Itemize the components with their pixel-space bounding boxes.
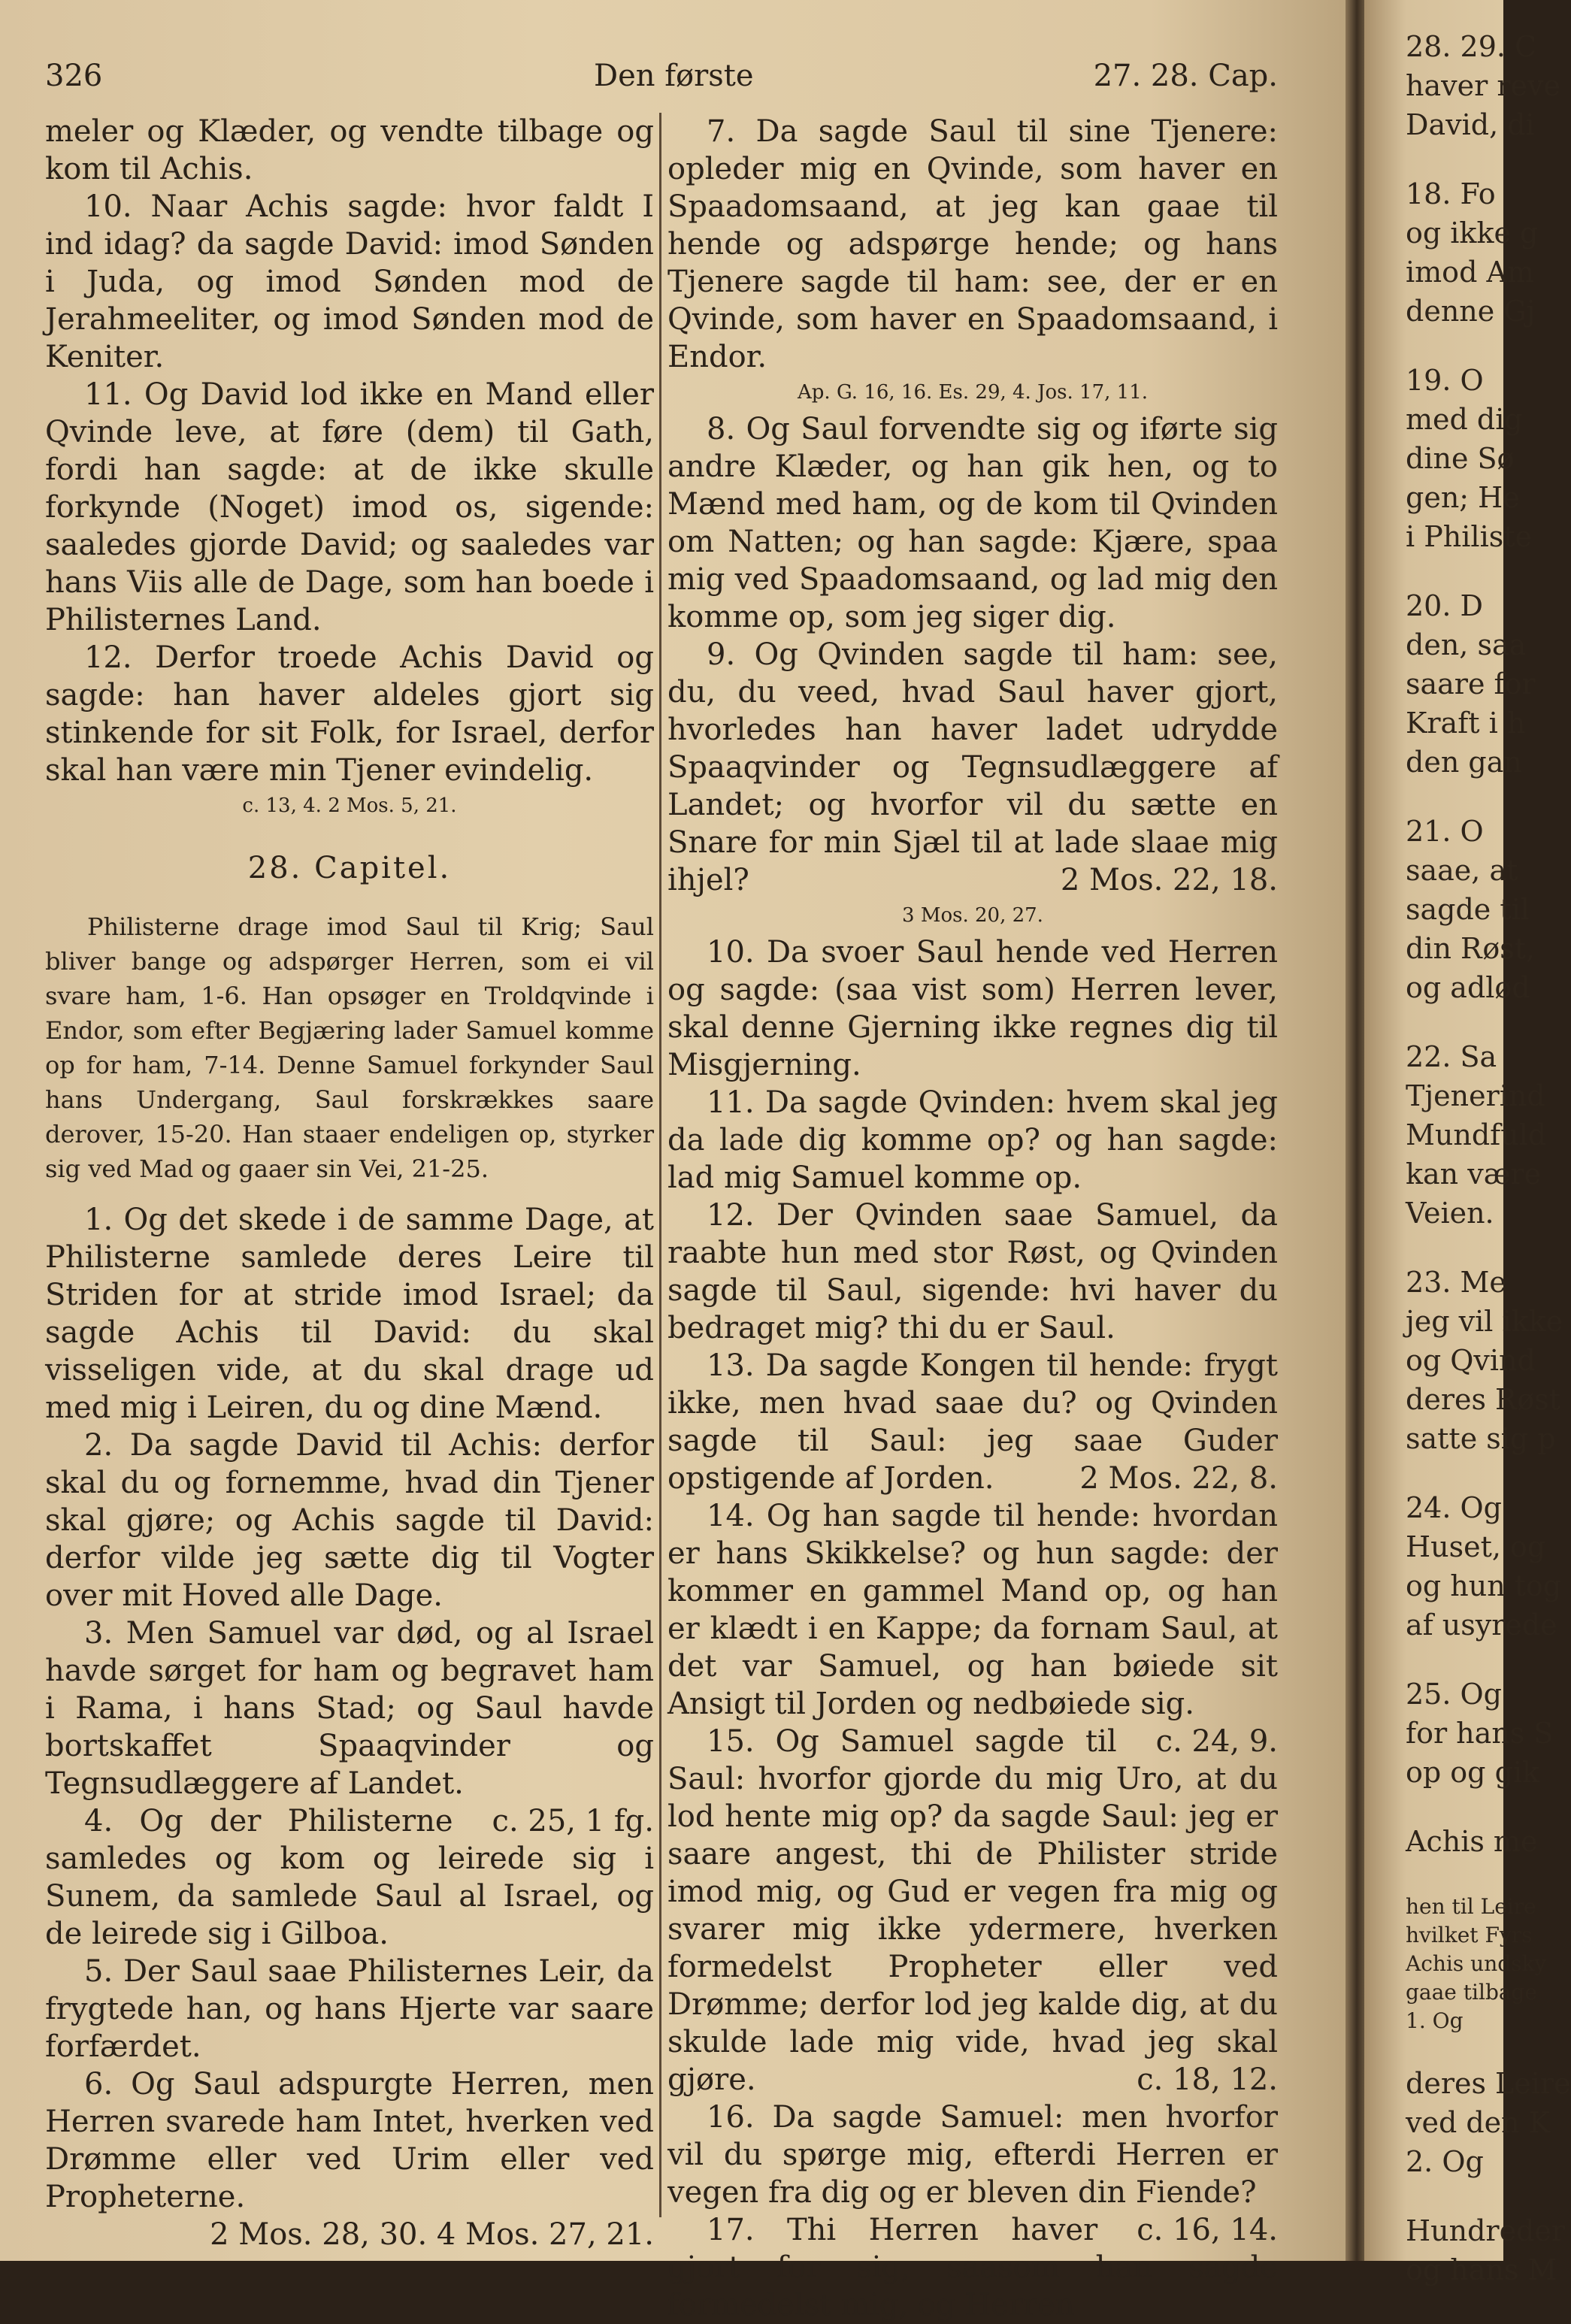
next-page-fragment: saae, at	[1406, 854, 1518, 887]
chapter-marker: 27. 28. Cap.	[1093, 59, 1278, 93]
next-page-fragment: af usyrede	[1406, 1608, 1557, 1642]
cross-reference: 2 Mos. 22, 18.	[1060, 863, 1278, 897]
verse-28-9: 9. Og Qvinden sagde til ham: see, du, du veed, hvad Saul haver gjort, hvorledes han haver ladet udrydde Spaaqvinder og Tegnsudlæggere af Landet; og hvorfor vil du sætte en Snare for min Sjæl til at lade slaae mig ihjel? 2 Mos. 22, 18.	[667, 637, 1278, 897]
verse-28-14: 14. Og han sagde til hende: hvordan er hans Skikkelse? og hun sagde: der kommer en gammel Mand op, og han er klædt i en Kappe; da fornam Saul, at det var Samuel, og han bøiede sit Ansigt til Jorden og nedbøiede sig. c. 24, 9.	[667, 1499, 1278, 1759]
next-page-fragment: 28. 29. C	[1406, 30, 1537, 63]
chapter-summary: Philisterne drage imod Saul til Krig; Saul bliver bange og adspørger Herren, som ei vil svare ham, 1-6. Han opsøger en Troldqvinde i Endor, som efter Begjæring lader Samuel komme op for ham, 7-14. Denne Samuel forkynder Saul hans Undergang, Saul forskrækkes saare derover, 15-20. Han staaer endeligen op, styrker sig ved Mad og gaaer sin Vei, 21-25.	[45, 912, 654, 1183]
next-page-fragment: den gan	[1406, 746, 1522, 779]
left-column	[45, 113, 654, 2253]
running-header	[45, 59, 1278, 111]
book-page-right-edge	[1364, 0, 1571, 2286]
cross-reference: 2 Mos. 22, 8.	[1079, 1461, 1278, 1496]
verse-27-12: 12. Derfor troede Achis David og sagde: han haver aldeles gjort sig stinkende for sit Folk, for Israel, derfor skal han være min Tjener evindelig.	[45, 640, 654, 788]
next-page-fragment: 2. Og	[1406, 2145, 1484, 2178]
next-page-fragment: 18. Fo	[1406, 177, 1496, 210]
next-page-fragment: den, saa	[1406, 628, 1527, 661]
next-page-fragment: Huset, og	[1406, 1530, 1546, 1563]
verse-28-2: 2. Da sagde David til Achis: derfor skal du og fornemme, hvad din Tjener skal gjøre; og Achis sagde til David: derfor vilde jeg sætte dig til Vogter over mit Hoved alle Dage.	[45, 1428, 654, 1613]
next-page-fragment: 23. Me	[1406, 1266, 1506, 1299]
next-page-fragment: din Røst,	[1406, 932, 1536, 965]
running-title: Den første	[594, 59, 754, 93]
next-page-fragment: Veien.	[1406, 1197, 1494, 1230]
next-page-fragment: Tjenerind	[1406, 1079, 1545, 1112]
next-page-fragment: hvilket Fyrs	[1406, 1923, 1533, 1947]
next-page-fragment: sagde til	[1406, 893, 1530, 926]
next-page-fragment: 20. D	[1406, 589, 1483, 622]
next-page-fragment: 1. Og	[1406, 2008, 1464, 2033]
next-page-fragment: 24. Og	[1406, 1491, 1502, 1524]
verse-27-10: 10. Naar Achis sagde: hvor faldt I ind idag? da sagde David: imod Sønden i Juda, og imod Sønden mod de Jerahmeeliter, og imod Sønden mod de Keniter.	[45, 189, 654, 374]
verse-27-11: 11. Og David lod ikke en Mand eller Qvinde leve, at føre (dem) til Gath, fordi han sagde: at de ikke skulle forkynde (Noget) imod os, sigende: saaledes gjorde David; og saaledes var hans Viis alle de Dage, som han boede i Philisternes Land.	[45, 377, 654, 637]
cross-reference: c. 25, 1 fg.	[492, 1804, 654, 1838]
next-page-fragment: denne Gj	[1406, 295, 1536, 328]
cross-reference: c. 24, 9.	[1155, 1724, 1278, 1759]
verse-28-12: 12. Der Qvinden saae Samuel, da raabte hun med stor Røst, og Qvinden sagde til Saul, sigende: hvi haver du bedraget mig? thi du er Saul.	[667, 1198, 1278, 1345]
cross-reference: c. 18, 12.	[1137, 2062, 1278, 2097]
next-page-fragment: og ikke g	[1406, 216, 1539, 250]
next-page-fragment: og hans M	[1406, 2253, 1557, 2286]
next-page-fragment: og adlød	[1406, 971, 1530, 1004]
next-page-fragment: kan være	[1406, 1157, 1542, 1191]
next-page-fragment: David, di	[1406, 108, 1535, 141]
verse-28-10: 10. Da svoer Saul hende ved Herren og sagde: (saa vist som) Herren lever, skal denne Gjerning ikke regnes dig til Misgjerning.	[667, 935, 1278, 1082]
verse-28-8: 8. Og Saul forvendte sig og iførte sig andre Klæder, og han gik hen, og to Mænd med ham, og de kom til Qvinden om Natten; og han sagde: Kjære, spaa mig ved Spaadomsaand, og lad mig den komme op, som jeg siger dig.	[667, 412, 1278, 634]
verse-28-4: 4. Og der Philisterne samledes og kom og leirede sig i Sunem, da samlede Saul al Israel, og de leirede sig i Gilboa.	[45, 1804, 654, 1951]
verse-28-7: 7. Da sagde Saul til sine Tjenere: opleder mig en Qvinde, som haver en Spaadomsaand, at jeg kan gaae til hende og adspørge hende; og hans Tjenere sagde til ham: see, der er en Qvinde, som haver en Spaadomsaand, i Endor.	[667, 114, 1278, 374]
verse-continuation: meler og Klæder, og vendte tilbage og kom til Achis.	[45, 114, 654, 186]
cross-reference: 3 Mos. 20, 27.	[902, 904, 1043, 927]
next-page-fragment: Achis undsky	[1406, 1951, 1547, 1976]
next-page-fragment: satte sig p	[1406, 1422, 1556, 1455]
next-page-fragment: med dig	[1406, 403, 1523, 436]
cross-reference: c. 16, 14.	[1137, 2213, 1278, 2247]
next-page-fragment: saare for	[1406, 667, 1536, 701]
verse-28-13: 13. Da sagde Kongen til hende: frygt ikke, men hvad saae du? og Qvinden sagde til Saul: jeg saae Guder opstigende af Jorden. 2 Mos. 22, 8.	[667, 1348, 1278, 1496]
page-number: 326	[45, 59, 103, 93]
next-page-fragment: Achis me	[1406, 1825, 1538, 1858]
next-page-fragment: og hun tog	[1406, 1569, 1562, 1602]
verse-28-16: 16. Da sagde Samuel: men hvorfor vil du spørge mig, efterdi Herren er vegen fra dig og er bleven din Fiende? c. 16, 14.	[667, 2100, 1278, 2247]
right-column	[667, 113, 1278, 2324]
verse-28-6: 6. Og Saul adspurgte Herren, men Herren svarede ham Intet, hverken ved Drømme eller ved Urim eller ved Propheterne. 2 Mos. 28, 30. 4 Mos. 27, 21.	[45, 2067, 654, 2252]
next-page-fragment: i Philiste	[1406, 520, 1532, 553]
chapter-title: 28. Capitel.	[247, 851, 452, 885]
verse-28-3: 3. Men Samuel var død, og al Israel havde sørget for ham og begravet ham i Rama, i hans Stad; og Saul havde bortskaffet Spaaqvinder og Tegnsudlæggere af Landet. c. 25, 1 fg.	[45, 1616, 654, 1838]
cross-reference: Ap. G. 16, 16. Es. 29, 4. Jos. 17, 11.	[798, 381, 1148, 404]
next-page-fragment: 21. O	[1406, 815, 1484, 848]
verse-28-11: 11. Da sagde Qvinden: hvem skal jeg da lade dig komme op? og han sagde: lad mig Samuel komme op.	[667, 1085, 1278, 1195]
column-divider	[659, 113, 661, 2217]
next-page-fragment: Hundreder	[1406, 2214, 1566, 2247]
next-page-fragment: op og gik	[1406, 1756, 1540, 1789]
next-page-fragment: deres Leire	[1406, 2067, 1571, 2100]
verse-28-15: 15. Og Samuel sagde til Saul: hvorfor gjorde du mig Uro, at du lod hente mig op? da sagde Saul: jeg er saare angest, thi de Philister stride imod mig, og Gud er vegen fra mig og svarer mig ikke ydermere, hverken formedelst Propheter eller ved Drømme; derfor lod jeg kalde dig, at du skulde lade mig vide, hvad jeg skal gjøre. c. 18, 12.	[667, 1724, 1278, 2097]
next-page-fragment: for hans S	[1406, 1717, 1554, 1750]
next-page-fragment: haver reve	[1406, 69, 1560, 102]
next-page-fragment: og Qvind	[1406, 1344, 1536, 1377]
cross-reference: c. 13, 4. 2 Mos. 5, 21.	[242, 794, 457, 817]
next-page-fragment: hen til Leire	[1406, 1894, 1536, 1919]
verse-28-17: 17. Thi Herren haver gjort for sig, saasom han sagde formedelst mig, og Herren	[667, 2213, 1278, 2322]
next-page-fragment: imod Am	[1406, 256, 1534, 289]
next-page-fragment: 22. Sa	[1406, 1040, 1497, 1073]
verse-28-5: 5. Der Saul saae Philisternes Leir, da frygtede han, og hans Hjerte var saare forfærdet.	[45, 1954, 654, 2064]
next-page-fragment: gaae tilbage	[1406, 1980, 1538, 2005]
cross-reference: 2 Mos. 28, 30. 4 Mos. 27, 21.	[210, 2217, 654, 2252]
next-page-fragment: gen; He	[1406, 481, 1520, 514]
verse-28-1: 1. Og det skede i de samme Dage, at Philisterne samlede deres Leire til Striden for at stride imod Israel; da sagde Achis til David: du skal visseligen vide, at du skal drage ud med mig i Leiren, du og dine Mænd.	[45, 1203, 654, 1425]
next-page-fragment: Mundfuld	[1406, 1118, 1547, 1151]
next-page-fragment: jeg vil ikke	[1406, 1305, 1563, 1338]
next-page-fragment: dine Sø	[1406, 442, 1515, 475]
next-page-fragment: 19. O	[1406, 364, 1484, 397]
next-page-fragment: deres Røst	[1406, 1383, 1561, 1416]
next-page-fragment: ved den K	[1406, 2106, 1551, 2139]
next-page-fragment: Kraft i h	[1406, 707, 1526, 740]
next-page-fragment: 25. Og	[1406, 1678, 1502, 1711]
